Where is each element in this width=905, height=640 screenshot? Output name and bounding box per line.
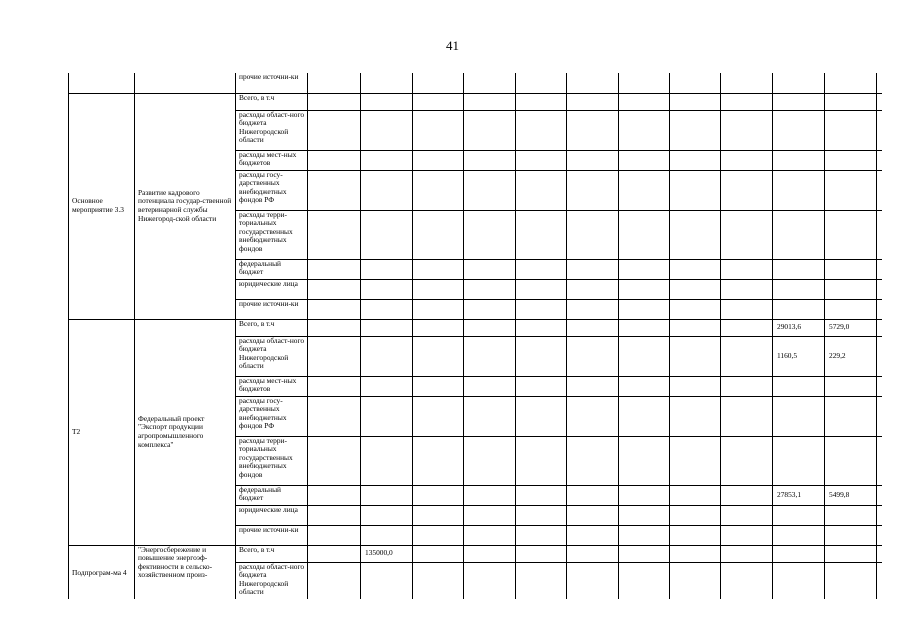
value-cell <box>361 110 413 150</box>
value-cell <box>464 436 516 485</box>
value-cell <box>308 336 361 376</box>
value-cell <box>773 150 825 170</box>
value-cell <box>825 259 877 279</box>
source-label-cell: Всего, в т.ч <box>236 545 308 562</box>
value-cell <box>721 562 773 599</box>
value-cell <box>567 336 619 376</box>
value-cell <box>825 210 877 259</box>
value-cell <box>567 562 619 599</box>
value-cell <box>670 279 721 299</box>
value-cell <box>413 505 464 525</box>
source-label-cell: расходы мест-ных бюджетов <box>236 376 308 396</box>
value-cell <box>361 299 413 319</box>
value-cell <box>825 436 877 485</box>
value-cell <box>413 73 464 93</box>
value-cell <box>721 279 773 299</box>
value-cell <box>773 299 825 319</box>
value-cell <box>413 210 464 259</box>
value-cell <box>361 259 413 279</box>
value-cell <box>670 336 721 376</box>
program-name-cell <box>69 73 135 93</box>
value-cell <box>361 170 413 210</box>
value-cell <box>413 396 464 436</box>
value-cell <box>877 525 883 545</box>
value-cell <box>567 93 619 110</box>
value-cell <box>361 505 413 525</box>
value-cell <box>877 319 883 336</box>
value-cell <box>567 279 619 299</box>
value-cell <box>413 336 464 376</box>
value-cell <box>308 436 361 485</box>
value-cell <box>516 336 567 376</box>
value-cell <box>308 299 361 319</box>
value-cell <box>877 170 883 210</box>
value-cell <box>670 525 721 545</box>
value-cell <box>721 545 773 562</box>
financing-table-wrapper <box>68 73 882 599</box>
value-cell: 27853,1 <box>773 485 825 505</box>
value-cell: 229,2 <box>825 336 877 376</box>
value-cell <box>619 525 670 545</box>
source-label-cell: юридические лица <box>236 505 308 525</box>
source-label-cell: расходы област-ного бюджета Нижегородской области <box>236 110 308 150</box>
value-cell: 135000,0 <box>361 545 413 562</box>
value-cell <box>516 259 567 279</box>
value-cell <box>825 299 877 319</box>
source-label-cell: федеральный бюджет <box>236 485 308 505</box>
value-cell <box>516 525 567 545</box>
value-cell <box>619 436 670 485</box>
value-cell <box>619 545 670 562</box>
value-cell <box>516 279 567 299</box>
program-title-cell <box>135 73 236 93</box>
value-cell <box>825 150 877 170</box>
value-cell <box>567 376 619 396</box>
value-cell <box>877 436 883 485</box>
value-cell <box>773 376 825 396</box>
value-cell <box>464 110 516 150</box>
value-cell <box>308 170 361 210</box>
source-label-cell: юридические лица <box>236 279 308 299</box>
value-cell <box>721 299 773 319</box>
value-cell <box>721 485 773 505</box>
value-cell <box>877 562 883 599</box>
value-cell <box>877 150 883 170</box>
value-cell <box>567 505 619 525</box>
value-cell <box>773 525 825 545</box>
value-cell <box>877 110 883 150</box>
value-cell <box>413 525 464 545</box>
value-cell <box>825 545 877 562</box>
value-cell <box>619 299 670 319</box>
value-cell <box>670 150 721 170</box>
value-cell <box>877 279 883 299</box>
value-cell <box>721 170 773 210</box>
value-cell <box>308 525 361 545</box>
value-cell <box>670 170 721 210</box>
value-cell <box>516 299 567 319</box>
table-row <box>69 319 883 336</box>
value-cell <box>516 545 567 562</box>
value-cell <box>567 210 619 259</box>
value-cell <box>773 259 825 279</box>
value-cell <box>567 436 619 485</box>
value-cell <box>361 93 413 110</box>
source-label-cell: прочие источни-ки <box>236 525 308 545</box>
value-cell <box>773 396 825 436</box>
value-cell <box>413 170 464 210</box>
value-cell <box>308 110 361 150</box>
value-cell <box>567 299 619 319</box>
value-cell <box>464 73 516 93</box>
value-cell <box>773 170 825 210</box>
program-title-cell: "Энергосбережение и повышение энергоэф-фективности в сельско-хозяйственном произ- <box>135 545 236 599</box>
value-cell <box>413 562 464 599</box>
value-cell <box>464 376 516 396</box>
source-label-cell: расходы госу-дарственных внебюджетных фондов РФ <box>236 170 308 210</box>
value-cell <box>619 485 670 505</box>
value-cell <box>413 485 464 505</box>
value-cell <box>721 210 773 259</box>
value-cell <box>877 210 883 259</box>
value-cell <box>619 376 670 396</box>
value-cell <box>825 396 877 436</box>
program-title-cell: Федеральный проект "Экспорт продукции агропромышленного комплекса" <box>135 319 236 545</box>
value-cell <box>670 93 721 110</box>
value-cell <box>877 545 883 562</box>
value-cell <box>567 525 619 545</box>
value-cell <box>308 376 361 396</box>
value-cell <box>877 93 883 110</box>
value-cell <box>825 562 877 599</box>
value-cell <box>413 93 464 110</box>
value-cell <box>464 545 516 562</box>
value-cell <box>464 259 516 279</box>
value-cell <box>877 259 883 279</box>
value-cell <box>721 150 773 170</box>
value-cell <box>670 545 721 562</box>
value-cell <box>825 505 877 525</box>
value-cell <box>308 485 361 505</box>
value-cell <box>670 505 721 525</box>
value-cell <box>721 525 773 545</box>
value-cell <box>361 73 413 93</box>
value-cell <box>464 319 516 336</box>
value-cell <box>567 73 619 93</box>
table-row <box>69 93 883 110</box>
value-cell <box>464 150 516 170</box>
value-cell <box>464 210 516 259</box>
value-cell <box>567 545 619 562</box>
value-cell <box>464 299 516 319</box>
value-cell <box>413 299 464 319</box>
program-name-cell: Основное мероприятие 3.3 <box>69 93 135 319</box>
value-cell <box>516 170 567 210</box>
value-cell <box>670 110 721 150</box>
program-name-cell: Подпрограм-ма 4 <box>69 545 135 599</box>
source-label-cell: Всего, в т.ч <box>236 93 308 110</box>
value-cell <box>567 396 619 436</box>
value-cell <box>308 150 361 170</box>
value-cell <box>619 396 670 436</box>
value-cell <box>721 376 773 396</box>
value-cell <box>619 279 670 299</box>
value-cell <box>670 485 721 505</box>
value-cell <box>413 150 464 170</box>
value-cell <box>308 319 361 336</box>
value-cell <box>516 485 567 505</box>
value-cell <box>464 336 516 376</box>
value-cell <box>721 93 773 110</box>
value-cell <box>413 110 464 150</box>
value-cell <box>413 279 464 299</box>
value-cell <box>308 93 361 110</box>
value-cell <box>773 505 825 525</box>
value-cell <box>670 396 721 436</box>
value-cell <box>619 505 670 525</box>
value-cell <box>877 396 883 436</box>
value-cell <box>773 93 825 110</box>
value-cell <box>773 279 825 299</box>
value-cell <box>516 93 567 110</box>
value-cell <box>516 210 567 259</box>
value-cell <box>413 376 464 396</box>
value-cell <box>308 396 361 436</box>
value-cell: 1160,5 <box>773 336 825 376</box>
value-cell <box>825 170 877 210</box>
value-cell <box>877 485 883 505</box>
value-cell <box>464 279 516 299</box>
source-label-cell: расходы област-ного бюджета Нижегородской области <box>236 562 308 599</box>
value-cell <box>464 170 516 210</box>
value-cell <box>877 299 883 319</box>
value-cell <box>516 73 567 93</box>
value-cell <box>464 485 516 505</box>
value-cell <box>877 336 883 376</box>
value-cell <box>877 376 883 396</box>
value-cell <box>308 562 361 599</box>
value-cell <box>464 562 516 599</box>
source-label-cell: расходы терри-ториальных государственных внебюджетных фондов <box>236 210 308 259</box>
value-cell <box>308 279 361 299</box>
value-cell <box>361 210 413 259</box>
program-title-cell: Развитие кадрового потенциала государ-ственной ветеринарной службы Нижегород-ской области <box>135 93 236 319</box>
value-cell <box>361 525 413 545</box>
value-cell <box>773 73 825 93</box>
table-row <box>69 545 883 562</box>
value-cell <box>361 336 413 376</box>
value-cell <box>825 525 877 545</box>
value-cell <box>670 73 721 93</box>
financing-table <box>68 73 882 599</box>
value-cell <box>516 110 567 150</box>
value-cell <box>619 210 670 259</box>
source-label-cell: прочие источни-ки <box>236 73 308 93</box>
value-cell <box>516 436 567 485</box>
value-cell <box>464 93 516 110</box>
value-cell <box>619 170 670 210</box>
value-cell <box>825 279 877 299</box>
value-cell <box>721 259 773 279</box>
value-cell <box>361 319 413 336</box>
value-cell <box>516 562 567 599</box>
value-cell <box>308 73 361 93</box>
value-cell <box>619 73 670 93</box>
value-cell <box>361 485 413 505</box>
value-cell <box>670 436 721 485</box>
value-cell <box>619 259 670 279</box>
value-cell <box>670 299 721 319</box>
value-cell <box>773 210 825 259</box>
value-cell <box>413 319 464 336</box>
value-cell <box>721 396 773 436</box>
value-cell <box>308 545 361 562</box>
value-cell <box>721 73 773 93</box>
value-cell <box>619 562 670 599</box>
value-cell <box>464 396 516 436</box>
value-cell <box>464 505 516 525</box>
value-cell: 5499,8 <box>825 485 877 505</box>
value-cell <box>308 259 361 279</box>
value-cell <box>516 396 567 436</box>
value-cell <box>361 376 413 396</box>
source-label-cell: расходы госу-дарственных внебюджетных фондов РФ <box>236 396 308 436</box>
value-cell <box>670 562 721 599</box>
value-cell <box>619 319 670 336</box>
value-cell <box>773 562 825 599</box>
program-name-cell: Т2 <box>69 319 135 545</box>
value-cell <box>619 150 670 170</box>
value-cell: 5729,0 <box>825 319 877 336</box>
value-cell <box>825 376 877 396</box>
value-cell <box>567 110 619 150</box>
value-cell <box>670 376 721 396</box>
value-cell <box>516 505 567 525</box>
value-cell <box>773 110 825 150</box>
value-cell <box>361 396 413 436</box>
value-cell <box>670 210 721 259</box>
source-label-cell: Всего, в т.ч <box>236 319 308 336</box>
value-cell <box>413 259 464 279</box>
value-cell <box>567 485 619 505</box>
table-row <box>69 73 883 93</box>
value-cell <box>721 319 773 336</box>
value-cell <box>361 150 413 170</box>
value-cell <box>413 436 464 485</box>
value-cell <box>825 93 877 110</box>
source-label-cell: прочие источни-ки <box>236 299 308 319</box>
value-cell <box>670 259 721 279</box>
value-cell <box>670 319 721 336</box>
source-label-cell: расходы терри-ториальных государственных внебюджетных фондов <box>236 436 308 485</box>
value-cell <box>619 110 670 150</box>
value-cell <box>464 525 516 545</box>
value-cell <box>773 545 825 562</box>
value-cell <box>567 259 619 279</box>
value-cell <box>413 545 464 562</box>
value-cell <box>619 336 670 376</box>
source-label-cell: расходы област-ного бюджета Нижегородской области <box>236 336 308 376</box>
value-cell <box>721 336 773 376</box>
value-cell <box>877 505 883 525</box>
value-cell <box>516 376 567 396</box>
value-cell <box>567 170 619 210</box>
value-cell <box>361 279 413 299</box>
value-cell <box>721 110 773 150</box>
source-label-cell: федеральный бюджет <box>236 259 308 279</box>
page-number: 41 <box>446 38 459 53</box>
value-cell <box>516 150 567 170</box>
value-cell <box>619 93 670 110</box>
value-cell <box>567 319 619 336</box>
value-cell <box>773 436 825 485</box>
value-cell <box>516 319 567 336</box>
value-cell <box>877 73 883 93</box>
value-cell <box>361 562 413 599</box>
value-cell <box>308 505 361 525</box>
value-cell <box>825 73 877 93</box>
value-cell <box>721 436 773 485</box>
value-cell <box>361 436 413 485</box>
value-cell <box>825 110 877 150</box>
value-cell <box>567 150 619 170</box>
value-cell: 29013,6 <box>773 319 825 336</box>
source-label-cell: расходы мест-ных бюджетов <box>236 150 308 170</box>
value-cell <box>308 210 361 259</box>
value-cell <box>721 505 773 525</box>
